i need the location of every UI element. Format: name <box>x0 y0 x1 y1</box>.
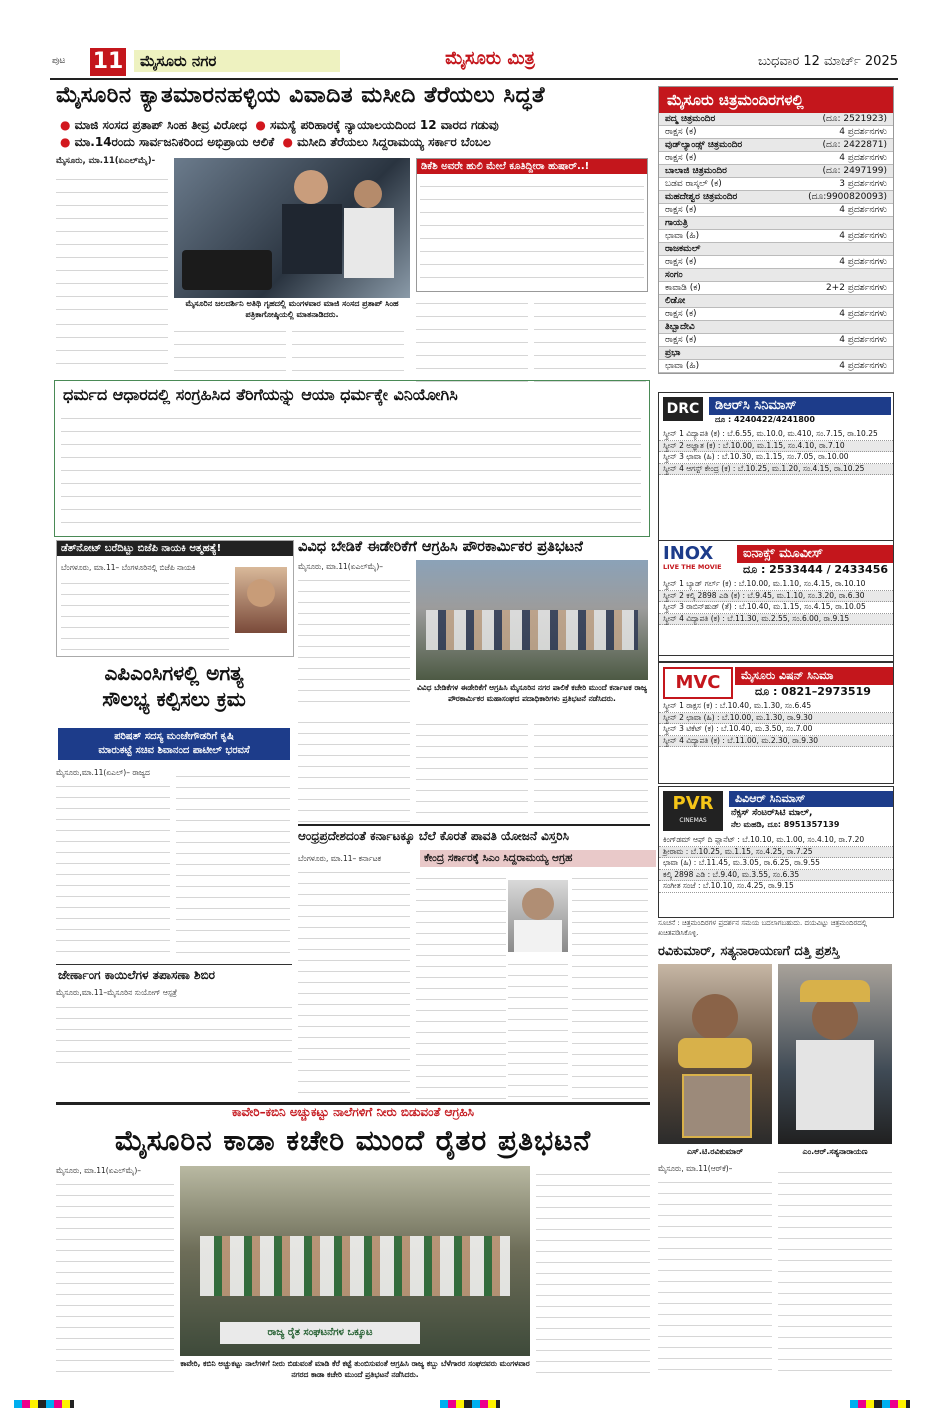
film-title: ರಾಕ್ಷಸ (ಕ) <box>665 153 697 163</box>
dharma-headline: ಧರ್ಮದ ಆಧಾರದಲ್ಲಿ ಸಂಗ್ರಹಿಸಿದ ತೆರಿಗೆಯನ್ನು ಆಯಾ ಧರ್ಮಕ್ಕೇ ವಿನಿಯೋಗಿಸಿ <box>63 385 458 404</box>
pvr-sub: ನೆಕ್ಸಸ್ ಸೆಂಟರ್‌ಸಿಟಿ ಮಾಲ್, <box>731 808 813 818</box>
page-label: ಪುಟ <box>52 56 66 66</box>
film-title: ಛಾವಾ (ಹಿ) <box>665 231 700 241</box>
film-title: ರಾಕ್ಷಸ (ಕ) <box>665 257 697 267</box>
award-caption-right: ಎಂ.ಆರ್.ಸತ್ಯನಾರಾಯಣ <box>802 1147 868 1156</box>
film-title: ರಾಕ್ಷಸ (ಕ) <box>665 127 697 137</box>
pvr-screen-row: ಶ್ರೀರಾಮ : ಬೆ.10.25, ಮ.1.15, ಸಂ.4.25, ರಾ.7.25 <box>659 847 893 859</box>
eye-camp-box <box>56 964 292 1071</box>
apmc-body-col2 <box>176 768 290 960</box>
inox-logo-box <box>663 545 733 575</box>
lead-body-col4 <box>416 294 528 382</box>
side-box-text <box>420 177 644 287</box>
cm-portrait <box>508 880 568 952</box>
drc-screen-row: ಸ್ಕ್ರೀನ್ 4 ಆಗಸ್ಟ್ ಕೇಂದ್ರ (ಕ) : ಬೆ.10.25, ಮ.1.20, ಸಂ.4.15, ರಾ.10.25 <box>659 464 893 476</box>
cinema-name: ತಿಬ್ಬಾದೇವಿ <box>665 322 695 332</box>
eye-camp-body <box>56 999 292 1071</box>
cinema-name: ಸಂಗಂ <box>665 270 683 280</box>
andhra-dateline: ಬೆಂಗಳೂರು, ಮಾ.11– ಕರ್ನಾಟಕ <box>298 854 381 863</box>
pvr-phone: ನೆಲ ಮಹಡಿ, ದೂ: 8951357139 <box>731 820 840 829</box>
color-registration-mark <box>440 1400 500 1408</box>
cinema-row-name <box>659 347 893 360</box>
pvr-screen-row: ಛಾವಾ (ಹಿ) : ಬೆ.11.45, ಮ.3.05, ರಾ.6.25, ರಾ.9.55 <box>659 858 893 870</box>
mvc-screens <box>659 701 893 747</box>
lead-body-col1b <box>56 315 168 370</box>
cinema-row-film <box>659 230 893 243</box>
award-dateline: ಮೈಸೂರು, ಮಾ.11(ಆರ್‌ಕೆ)– <box>658 1164 733 1173</box>
inox-logo: INOX <box>663 543 714 564</box>
cinema-row-name <box>659 165 893 178</box>
mvc-cinema-box <box>658 662 894 784</box>
show-count: 4 ಪ್ರದರ್ಶನಗಳು <box>839 231 887 241</box>
lead-side-box <box>416 158 648 292</box>
lead-subheads-row2: ● ಮಾ.14ರಂದು ಸಾರ್ವಜನಿಕರಿಂದ ಅಭಿಪ್ರಾಯ ಆಲಿಕೆ ● ಮಸೀದಿ ತೆರೆಯಲು ಸಿದ್ದರಾಮಯ್ಯ ಸರ್ಕಾರ ಬೆಂಬಲ <box>60 135 491 149</box>
masthead-logo: ಮೈಸೂರು ಮಿತ್ರ <box>445 48 535 69</box>
death-headline: ಡೆತ್‌ನೋಟ್ ಬರೆದಿಟ್ಟು ಬಿಜೆಪಿ ನಾಯಕಿ ಆತ್ಮಹತ್ಯೆ! <box>57 541 293 556</box>
cinema-phone: (ದೂ:9900820093) <box>808 192 887 202</box>
apmc-headline <box>58 660 290 712</box>
side-box-title: ಡಿಕೆಶಿ ಅವರೇ ಹುಲಿ ಮೇಲೆ ಕೂತಿದ್ದೀರಾ ಹುಷಾರ್..! <box>417 159 647 174</box>
cinema-row-name <box>659 269 893 282</box>
microphones <box>182 250 272 290</box>
lead-photo <box>174 158 410 298</box>
show-count: 2+2 ಪ್ರದರ್ಶನಗಳು <box>825 283 887 293</box>
cinema-phone: (ದೂ: 2521923) <box>822 114 887 124</box>
cinema-name: ರಾಜಕಮಲ್ <box>665 244 701 254</box>
film-title: ರಾಕ್ಷಸ (ಕ) <box>665 335 697 345</box>
show-count: 4 ಪ್ರದರ್ಶನಗಳು <box>839 361 887 371</box>
pvr-screen-row: ಕಲ್ಕಿ 2898 ಎಡಿ : ಬೆ.9.40, ಮ.3.55, ಸಂ.6.35 <box>659 870 893 882</box>
inox-screen-row: ಸ್ಕ್ರೀನ್ 2 ಕಲ್ಕಿ 2898 ಎಡಿ (ಕ) : ಬೆ.9.45, ಮ.1.10, ಸಂ.3.20, ರಾ.6.30 <box>659 591 893 603</box>
kabini-body-col3 <box>536 1166 650 1376</box>
kabini-caption: ಕಾವೇರಿ, ಕಬಿನಿ ಅಚ್ಚುಕಟ್ಟು ನಾಲೆಗಳಿಗೆ ನೀರು ಬಿಡುವಂತೆ ಮಾಡಿ ಕೆರೆ ಕಟ್ಟೆ ತುಂಬಿಸುವಂತೆ ಆಗ್ರಹಿಸಿ ರಾಜ್ಯ ಕಬ್ಬು ಬೆಳೆಗಾರರ ಸಂಘದವರು ಮಂಗಳವಾರ ನಗರದ ಕಾಡಾ ಕಚೇರಿ ಮುಂದೆ ಪ್ರತಿಭಟನೆ ನಡೆಸಿದರು. <box>180 1359 530 1379</box>
cinema-name: ಲಿಡೋ <box>665 296 686 306</box>
cinema-row-film <box>659 256 893 269</box>
inox-screen-row: ಸ್ಕ್ರೀನ್ 3 ರಾಬಿನ್‌ಹುಡ್ (ತೆ) : ಬೆ.10.40, ಮ.1.15, ಸಂ.4.15, ರಾ.10.05 <box>659 602 893 614</box>
kabini-body-col1 <box>56 1176 174 1376</box>
show-count: 3 ಪ್ರದರ್ಶನಗಳು <box>839 179 887 189</box>
cinema-row-film <box>659 282 893 295</box>
inox-screens <box>659 579 893 625</box>
protest-body-col4 <box>534 716 648 822</box>
cinema-phone: (ದೂ: 2497199) <box>822 166 887 176</box>
protest-dateline: ಮೈಸೂರು, ಮಾ.11(ಏಎಲ್‌ಮೈ)– <box>298 562 384 571</box>
pvr-screen-row: ಸಂಗೀತ ಸಂಜೆ : ಬೆ.10.10, ಸಂ.4.25, ರಾ.9.15 <box>659 881 893 893</box>
lead-subheads-row1: ● ಮಾಜಿ ಸಂಸದ ಪ್ರತಾಪ್ ಸಿಂಹ ತೀವ್ರ ವಿರೋಧ ● ಸಮಸ್ಯೆ ಪರಿಹಾರಕ್ಕೆ ನ್ಯಾಯಾಲಯದಿಂದ 12 ವಾರದ ಗಡುವು <box>60 118 499 132</box>
protest-body-col1 <box>298 572 410 712</box>
cinema-name: ಗಾಯತ್ರಿ <box>665 218 688 228</box>
award-headline: ರವಿಕುಮಾರ್, ಸತ್ಯನಾರಾಯಣಗೆ ದತ್ತಿ ಪ್ರಶಸ್ತಿ <box>658 944 840 959</box>
apmc-body-col1 <box>56 778 170 960</box>
lead-body-col2 <box>174 322 286 382</box>
mvc-screen-row: ಸ್ಕ್ರೀನ್ 3 ಟಿಕೆಟ್ (ಕ) : ಬೆ.10.40, ಮ.3.50, ಸಂ.7.00 <box>659 724 893 736</box>
cinema-row-name <box>659 217 893 230</box>
drc-logo: DRC <box>663 397 703 421</box>
lead-headline: ಮೈಸೂರಿನ ಕ್ಯಾತಮಾರನಹಳ್ಳಿಯ ವಿವಾದಿತ ಮಸೀದಿ ತೆರೆಯಲು ಸಿದ್ಧತೆ <box>56 83 546 108</box>
portrait-photo <box>235 567 287 633</box>
mvc-logo: MVC <box>663 667 733 699</box>
cinema-row-film <box>659 126 893 139</box>
lead-photo-caption: ಮೈಸೂರಿನ ಜಲದರ್ಶಿನಿ ಅತಿಥಿ ಗೃಹದಲ್ಲಿ ಮಂಗಳವಾರ ಮಾಜಿ ಸಂಸದ ಪ್ರತಾಪ್ ಸಿಂಹ ಪತ್ರಿಕಾಗೋಷ್ಠಿಯಲ್ಲಿ ಮಾತನಾಡಿದರು. <box>185 299 399 319</box>
lead-body-col3 <box>292 322 404 382</box>
death-body <box>61 575 229 651</box>
show-count: 4 ಪ್ರದರ್ಶನಗಳು <box>839 335 887 345</box>
cinema-row-name <box>659 243 893 256</box>
award-photo-right <box>778 964 892 1144</box>
apmc-headline-line1: ಎಪಿಎಂಸಿಗಳಲ್ಲಿ ಅಗತ್ಯ <box>104 661 244 685</box>
speaker-face <box>294 170 328 204</box>
pvr-logo-sub: CINEMAS <box>679 817 707 824</box>
divider <box>298 824 650 826</box>
drc-screen-row: ಸ್ಕ್ರೀನ್ 1 ವಿದ್ಯಾಪತಿ (ಕ) : ಬೆ.6.55, ಮ.10.0, ಮ.410, ಸಂ.7.15, ರಾ.10.25 <box>659 429 893 441</box>
show-count: 4 ಪ್ರದರ್ಶನಗಳು <box>839 205 887 215</box>
cinema-name: ವುಡ್‌ಲ್ಯಾಂಡ್ಸ್ ಚಿತ್ರಮಂದಿರ <box>665 140 743 150</box>
award-caption-left: ಎಸ್.ಟಿ.ರವಿಕುಮಾರ್ <box>686 1147 744 1156</box>
lead-subhead: ಮಸೀದಿ ತೆರೆಯಲು ಸಿದ್ದರಾಮಯ್ಯ ಸರ್ಕಾರ ಬೆಂಬಲ <box>297 135 491 149</box>
cinema-row-film <box>659 334 893 347</box>
pvr-screen-row: ಕಿಂಗ್‌ಡಮ್ ಆಫ್ ದಿ ಪ್ಲಾನೆಟ್ : ಬೆ.10.10, ಮ.1.00, ಸಂ.4.10, ರಾ.7.20 <box>659 835 893 847</box>
apmc-dateline: ಮೈಸೂರು,ಮಾ.11(ಏಎಲ್)– ರಾಜ್ಯದ <box>56 768 150 777</box>
pvr-logo: PVR <box>672 793 714 814</box>
mvc-phone: ದೂ : 0821–2973519 <box>755 685 871 698</box>
protest-body-col2 <box>298 714 410 822</box>
inox-cinema-box <box>658 540 894 662</box>
drc-screen-row: ಸ್ಕ್ರೀನ್ 3 ಛಾವಾ (ಹಿ) : ಬೆ.10.30, ಮ.1.15, ಸಂ.7.05, ರಾ.10.00 <box>659 452 893 464</box>
inox-screen-row: ಸ್ಕ್ರೀನ್ 4 ವಿದ್ಯಾಪತಿ (ಕ) : ಬೆ.11.30, ಮ.2.55, ಸಂ.6.00, ರಾ.9.15 <box>659 614 893 626</box>
cinema-list-box <box>658 86 894 374</box>
protest-headline: ವಿವಿಧ ಬೇಡಿಕೆ ಈಡೇರಿಕೆಗೆ ಆಗ್ರಹಿಸಿ ಪೌರಕಾರ್ಮಿಕರ ಪ್ರತಿಭಟನೆ <box>298 538 583 555</box>
show-count: 4 ಪ್ರದರ್ಶನಗಳು <box>839 309 887 319</box>
inox-tagline: LIVE THE MOVIE <box>663 563 722 571</box>
drc-screen-row: ಸ್ಕ್ರೀನ್ 2 ಅಜ್ಞಾತ (ಕ) : ಬೆ.10.00, ಮ.1.15, ಸಂ.4.10, ರಾ.7.10 <box>659 441 893 453</box>
cinema-name: ಮಹದೇಶ್ವರ ಚಿತ್ರಮಂದಿರ <box>665 192 738 202</box>
page-header <box>50 48 898 80</box>
film-title: ರಾಕ್ಷಸ (ಕ) <box>665 205 697 215</box>
speaker-body <box>282 204 342 274</box>
color-registration-mark <box>850 1400 910 1408</box>
inox-name: ಐನಾಕ್ಸ್ ಮೂವೀಸ್ <box>737 545 893 563</box>
eye-camp-dateline: ಮೈಸೂರು,ಮಾ.11–ಮೈಸೂರಿನ ಸುಯೋಗ್ ಆಸ್ಪತ್ರೆ <box>56 988 177 997</box>
kabini-banner: ರಾಜ್ಯ ರೈತ ಸಂಘಟನೆಗಳ ಒಕ್ಕೂಟ <box>220 1322 420 1344</box>
cinema-row-name <box>659 113 893 126</box>
cinema-list-title: ಮೈಸೂರು ಚಿತ್ರಮಂದಿರಗಳಲ್ಲಿ <box>659 87 893 113</box>
protest-photo <box>416 560 648 680</box>
mvc-screen-row: ಸ್ಕ್ರೀನ್ 4 ವಿದ್ಯಾಪತಿ (ಕ) : ಬೆ.11.00, ಮ.2.30, ರಾ.9.30 <box>659 736 893 748</box>
issue-date: ಬುಧವಾರ 12 ಮಾರ್ಚ್ 2025 <box>758 54 898 69</box>
color-registration-mark <box>14 1400 74 1408</box>
page-label-box <box>50 50 84 76</box>
show-count: 4 ಪ್ರದರ್ಶನಗಳು <box>839 153 887 163</box>
kabini-dateline: ಮೈಸೂರು, ಮಾ.11(ಏಎಲ್‌ಮೈ)– <box>56 1166 142 1175</box>
show-count: 4 ಪ್ರದರ್ಶನಗಳು <box>839 257 887 267</box>
award-body-col2 <box>778 1164 892 1376</box>
lead-subhead: ಮಾಜಿ ಸಂಸದ ಪ್ರತಾಪ್ ಸಿಂಹ ತೀವ್ರ ವಿರೋಧ <box>74 118 247 132</box>
dharma-box <box>54 380 650 537</box>
cinema-list-rows <box>659 113 893 373</box>
pvr-logo-box <box>663 791 723 831</box>
drc-screens <box>659 429 893 475</box>
inox-screen-row: ಸ್ಕ್ರೀನ್ 1 ಬ್ಯಾಡ್ ಗರ್ಲ್ (ಕ) : ಬೆ.10.00, ಮ.1.10, ಸಂ.4.15, ರಾ.10.10 <box>659 579 893 591</box>
section-title: ಮೈಸೂರು ನಗರ <box>134 50 340 72</box>
protest-caption: ವಿವಿಧ ಬೇಡಿಕೆಗಳ ಈಡೇರಿಕೆಗೆ ಆಗ್ರಹಿಸಿ ಮೈಸೂರಿನ ನಗರ ಪಾಲಿಕೆ ಕಚೇರಿ ಮುಂದೆ ಕರ್ನಾಟಕ ರಾಜ್ಯ ಪೌರಕಾರ್ಮಿಕರ ಮಹಾಸಂಘದ ಪದಾಧಿಕಾರಿಗಳು ಪ್ರತಿಭಟನೆ ನಡೆಸಿದರು. <box>416 683 648 703</box>
lead-subhead: ಸಮಸ್ಯೆ ಪರಿಹಾರಕ್ಕೆ ನ್ಯಾಯಾಲಯದಿಂದ 12 ವಾರದ ಗಡುವು <box>269 118 499 132</box>
mvc-screen-row: ಸ್ಕ್ರೀನ್ 1 ರಾಕ್ಷಸ (ಕ) : ಬೆ.10.40, ಮ.1.30, ಸಂ.6.45 <box>659 701 893 713</box>
andhra-subhead: ಕೇಂದ್ರ ಸರ್ಕಾರಕ್ಕೆ ಸಿಎಂ ಸಿದ್ದರಾಮಯ್ಯ ಆಗ್ರಹ <box>420 850 656 867</box>
andhra-body-col2b <box>508 956 568 1100</box>
cinema-notice: ಸೂಚನೆ : ಚಿತ್ರಮಂದಿರಗಳ ಪ್ರದರ್ಶನ ಸಮಯ ಬದಲಾಗಬಹುದು. ದಯವಿಟ್ಟು ಚಿತ್ರಮಂದಿರದಲ್ಲಿ ಖಚಿತಪಡಿಸಿಕೊಳ್ಳಿ. <box>658 919 868 937</box>
drc-name: ಡಿಆರ್‌ಸಿ ಸಿನಿಮಾಸ್ <box>709 397 891 415</box>
film-title: ಛಾವಾ (ಹಿ) <box>665 361 700 371</box>
pvr-name: ಪಿವಿಆರ್ ಸಿನಿಮಾಸ್ <box>729 791 893 807</box>
cinema-row-film <box>659 178 893 191</box>
cinema-row-film <box>659 204 893 217</box>
kabini-headline: ಮೈಸೂರಿನ ಕಾಡಾ ಕಚೇರಿ ಮುಂದೆ ರೈತರ ಪ್ರತಿಭಟನೆ <box>114 1124 592 1157</box>
film-title: ರಾಕ್ಷಸ (ಕ) <box>665 309 697 319</box>
inox-phone: ದೂ : 2533444 / 2433456 <box>743 563 889 576</box>
andhra-body-col2 <box>416 870 506 1100</box>
andhra-body-col1 <box>298 864 410 1100</box>
cinema-name: ಪ್ರಭಾ <box>665 348 681 358</box>
kabini-crowd <box>200 1236 510 1296</box>
eye-camp-headline: ಜೇರ್ಣಾಂಗ ಕಾಯಿಲೆಗಳ ತಪಾಸಣಾ ಶಿಬಿರ <box>58 968 215 982</box>
protest-body-col3 <box>416 716 528 822</box>
mvc-name: ಮೈಸೂರು ವಿಷನ್ ಸಿನಿಮಾ <box>735 667 893 685</box>
film-title: ಕಾವಾಡಿ (ಕ) <box>665 283 701 293</box>
award-photo-left <box>658 964 772 1144</box>
cinema-phone: (ದೂ: 2422871) <box>822 140 887 150</box>
andhra-headline: ಆಂಧ್ರಪ್ರದೇಶದಂತೆ ಕರ್ನಾಟಕ್ಕೂ ಬೆಲೆ ಕೊರತೆ ಪಾವತಿ ಯೋಜನೆ ವಿಸ್ತರಿಸಿ <box>298 829 569 843</box>
kabini-photo <box>180 1166 530 1356</box>
lead-subhead: ಮಾ.14ರಂದು ಸಾರ್ವಜನಿಕರಿಂದ ಅಭಿಪ್ರಾಯ ಆಲಿಕೆ <box>74 135 275 149</box>
show-count: 4 ಪ್ರದರ್ಶನಗಳು <box>839 127 887 137</box>
pvr-screens <box>659 835 893 893</box>
death-story-box <box>56 540 294 657</box>
drc-phone: ದೂ : 4240422/4241800 <box>715 415 815 424</box>
page-number: 11 <box>90 48 126 76</box>
cinema-name: ಪದ್ಮ ಚಿತ್ರಮಂದಿರ <box>665 114 716 124</box>
apmc-headline-line2: ಸೌಲಭ್ಯ ಕಲ್ಪಿಸಲು ಕ್ರಮ <box>102 687 246 711</box>
andhra-body-col3 <box>572 870 648 1100</box>
dharma-body <box>61 409 641 529</box>
cinema-row-name <box>659 295 893 308</box>
person-face <box>354 180 382 208</box>
cinema-row-film <box>659 308 893 321</box>
lead-dateline: ಮೈಸೂರು, ಮಾ.11(ಏಎಲ್‌ಮೈ)- <box>56 156 156 166</box>
death-dateline: ಬೆಂಗಳೂರು, ಮಾ.11– ಬೆಂಗಳೂರಿನಲ್ಲಿ ಬಿಜೆಪಿ ನಾಯಕಿ <box>61 563 196 572</box>
film-title: ಬಡವ ರಾಸ್ಕಲ್ (ಕ) <box>665 179 722 189</box>
cinema-name: ಬಾಲಾಜಿ ಚಿತ್ರಮಂದಿರ <box>665 166 727 176</box>
cinema-row-name <box>659 139 893 152</box>
kabini-kicker: ಕಾವೇರಿ–ಕಬಿನಿ ಅಚ್ಚುಕಟ್ಟು ನಾಲೆಗಳಿಗೆ ನೀರು ಬಿಡುವಂತೆ ಆಗ್ರಹಿಸಿ <box>231 1105 475 1119</box>
cinema-row-name <box>659 321 893 334</box>
lead-body-col5 <box>534 294 646 382</box>
protest-crowd <box>426 610 638 650</box>
pvr-cinema-box <box>658 786 894 918</box>
apmc-subhead-line2: ಮಾರುಕಟ್ಟೆ ಸಚಿವ ಶಿವಾನಂದ ಪಾಟೀಲ್ ಭರವಸೆ <box>98 745 250 756</box>
apmc-subhead-line1: ಪರಿಷತ್ ಸದಸ್ಯ ಮಂಜೇಗೌಡರಿಗೆ ಕೃಷಿ <box>114 731 234 742</box>
cinema-row-film <box>659 152 893 165</box>
cinema-row-name <box>659 191 893 204</box>
cinema-row-film <box>659 360 893 373</box>
apmc-subhead <box>58 728 290 760</box>
person-body <box>344 208 394 278</box>
mvc-screen-row: ಸ್ಕ್ರೀನ್ 2 ಛಾವಾ (ಹಿ) : ಬೆ.10.00, ಮ.1.30, ರಾ.9.30 <box>659 713 893 725</box>
award-body-col1 <box>658 1174 772 1376</box>
